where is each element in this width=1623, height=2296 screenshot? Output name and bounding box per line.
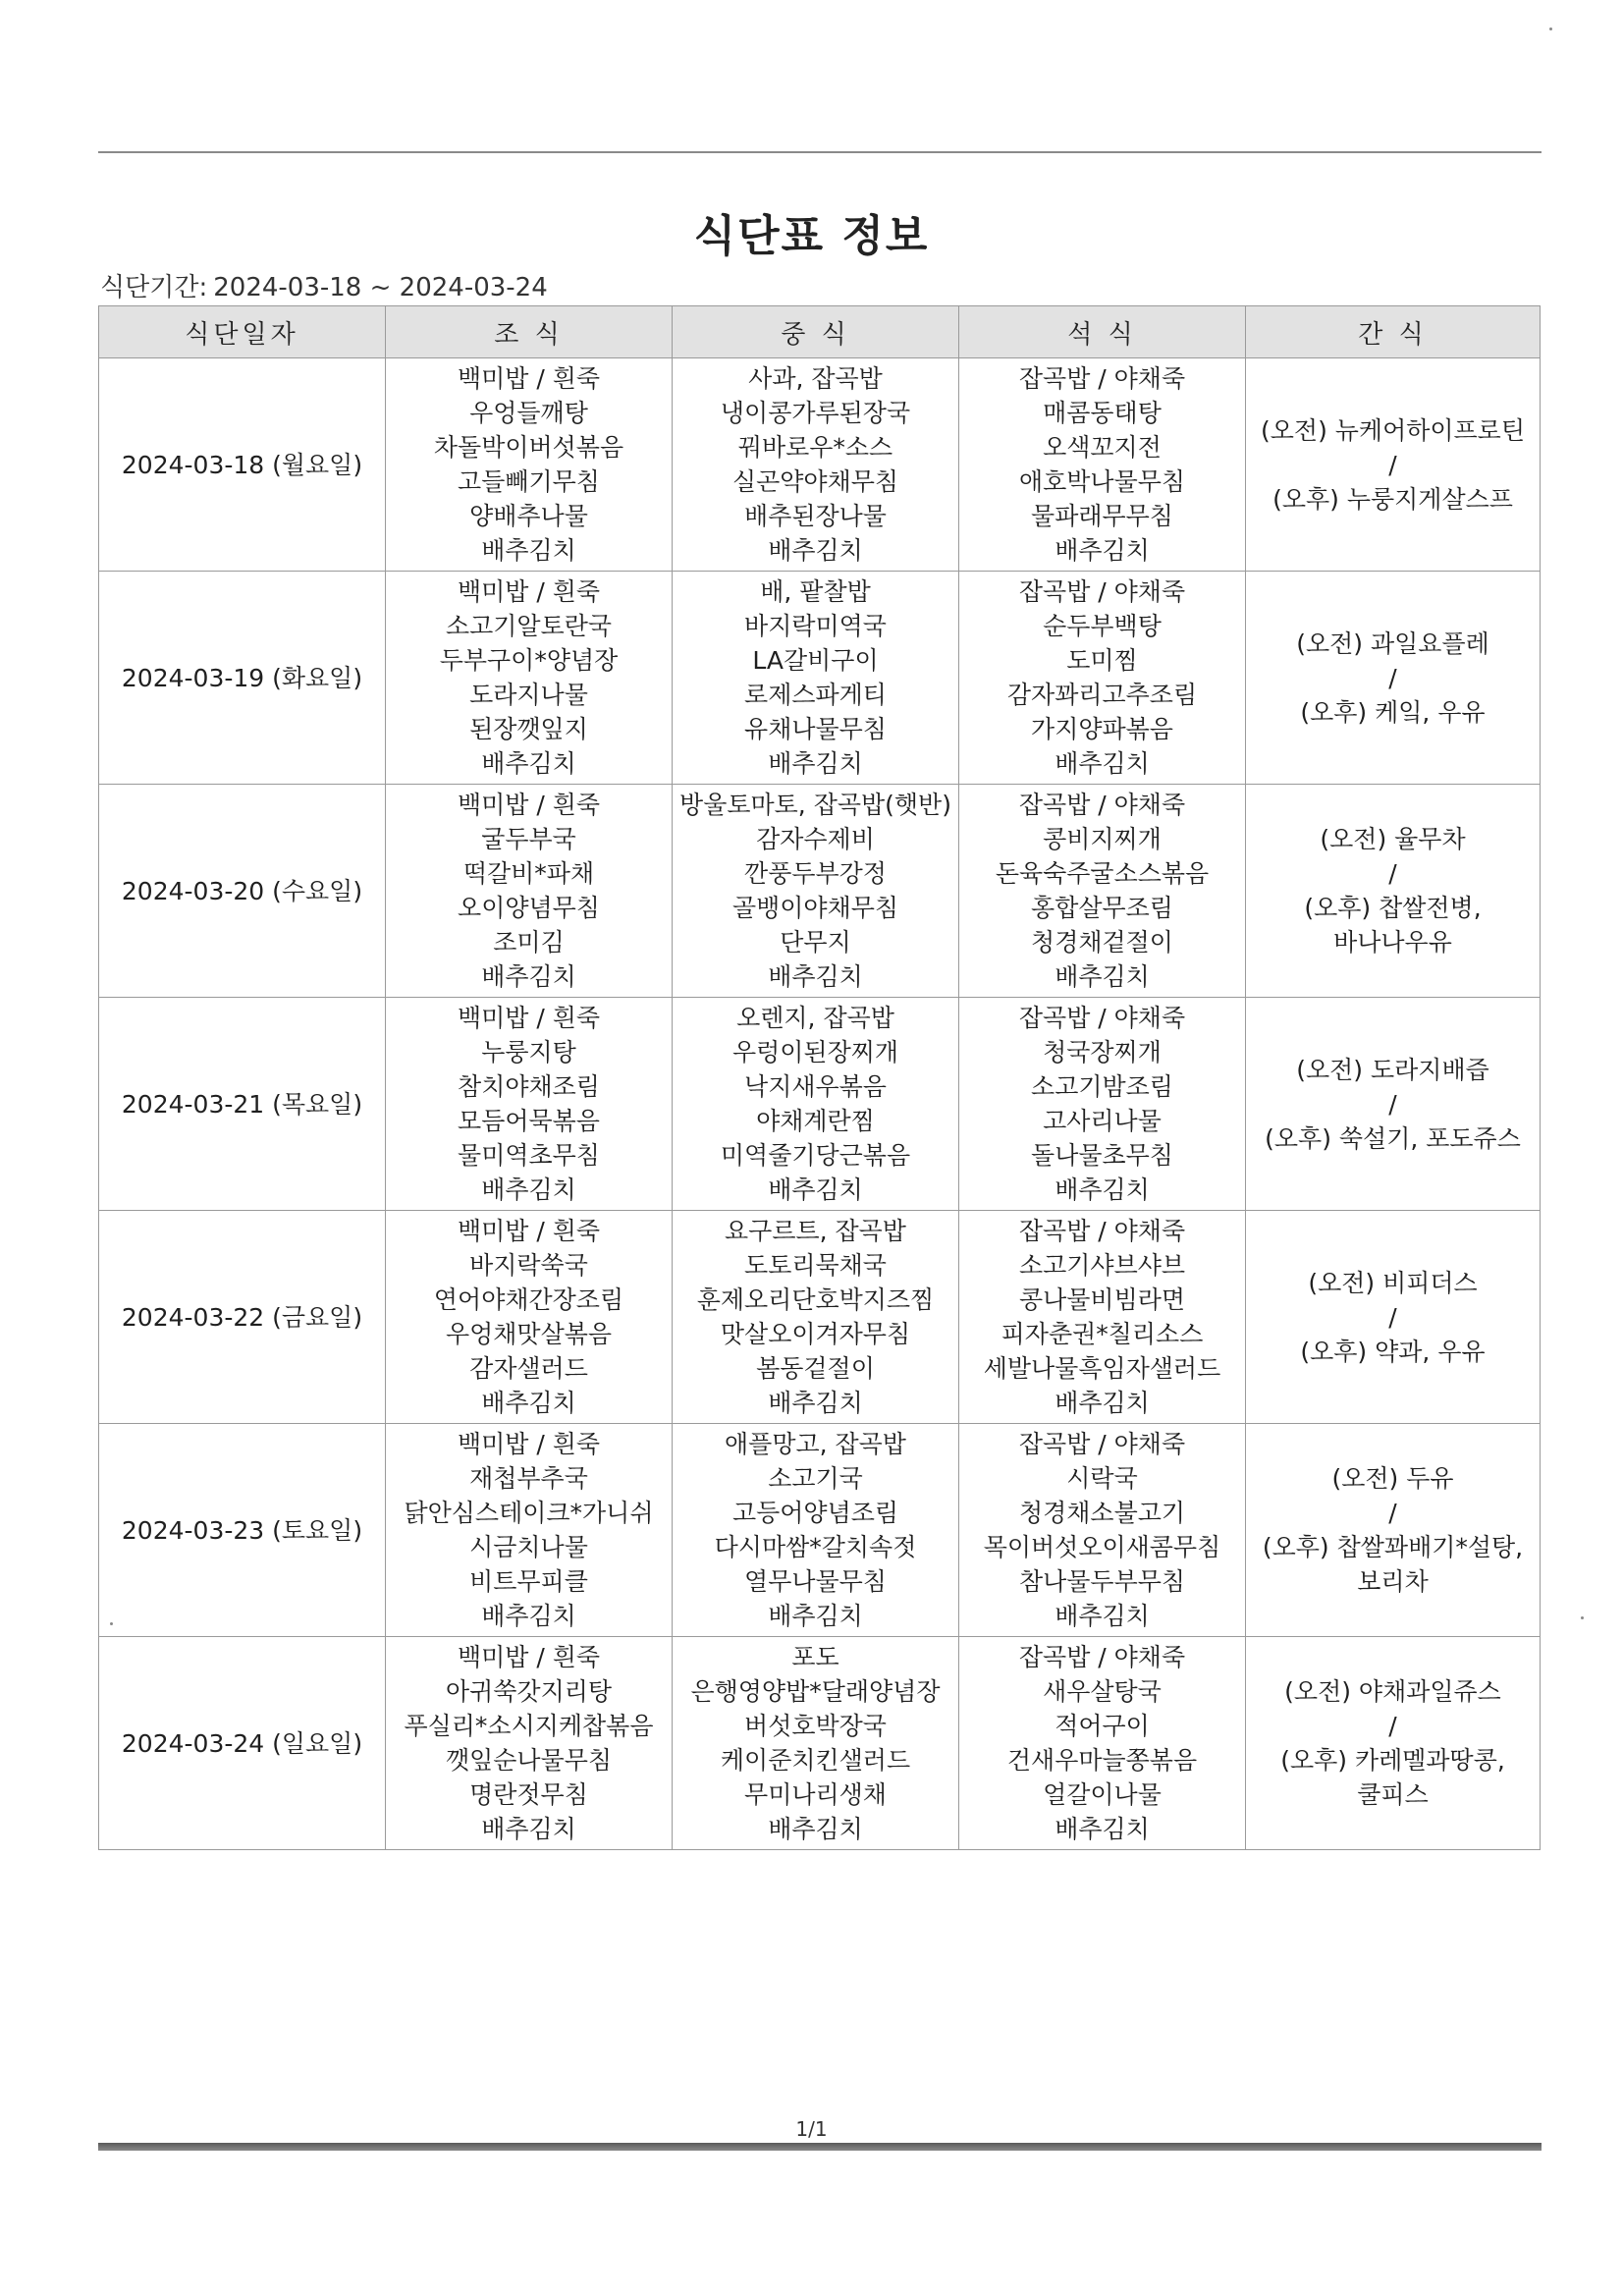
menu-item: 배추김치 xyxy=(481,1175,576,1204)
menu-item: 배추김치 xyxy=(481,749,576,778)
menu-item: 우엉들깨탕 xyxy=(469,399,588,427)
menu-item: 연어야채간장조림 xyxy=(433,1285,624,1314)
menu-item: 콩나물비빔라면 xyxy=(1018,1285,1186,1314)
lunch-cell xyxy=(673,1211,959,1424)
menu-item: 새우살탕국 xyxy=(1043,1677,1162,1706)
snack-item: / xyxy=(1388,1712,1397,1740)
snack-item: (오후) 누룽지게살스프 xyxy=(1272,484,1513,514)
menu-item: 배추김치 xyxy=(768,1602,863,1630)
menu-item: 케이준치킨샐러드 xyxy=(720,1746,911,1775)
menu-item: 피자춘권*칠리소스 xyxy=(1001,1320,1204,1348)
snack-item: (오전) 뉴케어하이프로틴 xyxy=(1261,415,1525,445)
menu-item: 요구르트, 잡곡밥 xyxy=(725,1217,906,1245)
lunch-cell xyxy=(673,572,959,785)
snack-item: / xyxy=(1388,1089,1397,1119)
menu-item: 얼갈이나물 xyxy=(1043,1780,1162,1809)
menu-item: 백미밥 / 흰죽 xyxy=(457,791,601,819)
breakfast-cell xyxy=(386,785,673,998)
menu-item: 로제스파게티 xyxy=(744,681,887,709)
menu-item: 참치야채조림 xyxy=(458,1072,600,1101)
menu-item: 양배추나물 xyxy=(469,502,588,530)
menu-item: 재첩부추국 xyxy=(469,1464,588,1493)
date-cell: 2024-03-19 (화요일) xyxy=(99,572,386,785)
table-row xyxy=(99,1211,1541,1424)
menu-item: 배추김치 xyxy=(768,1815,863,1843)
menu-item: 차돌박이버섯볶음 xyxy=(433,433,624,462)
menu-item: 백미밥 / 흰죽 xyxy=(457,1004,601,1032)
menu-item: 유채나물무침 xyxy=(744,715,887,743)
meal-table xyxy=(98,305,1541,1850)
menu-item: 푸실리*소시지케찹볶음 xyxy=(404,1712,654,1740)
snack-item: (오전) 야채과일쥬스 xyxy=(1284,1677,1501,1706)
breakfast-cell xyxy=(386,358,673,572)
menu-item: 돈육숙주굴소스볶음 xyxy=(995,859,1210,888)
snack-item: (오후) 찹쌀꽈배기*설탕, xyxy=(1262,1533,1524,1561)
menu-item: 콩비지찌개 xyxy=(1043,825,1162,853)
snack-cell xyxy=(1246,1424,1541,1637)
menu-item: 골뱅이야채무침 xyxy=(731,894,899,922)
table-row xyxy=(99,358,1541,572)
menu-item: 건새우마늘쫑볶음 xyxy=(1006,1746,1198,1775)
meal-period xyxy=(100,267,554,303)
menu-item: 소고기알토란국 xyxy=(445,612,613,640)
date-cell: 2024-03-23 (토요일) xyxy=(99,1424,386,1637)
table-row xyxy=(99,1424,1541,1637)
menu-item: 잡곡밥 / 야채죽 xyxy=(1018,1217,1186,1245)
menu-item: 모듬어묵볶음 xyxy=(458,1107,600,1135)
snack-item: (오후) 카레멜과땅콩, xyxy=(1280,1746,1505,1775)
menu-item: 냉이콩가루된장국 xyxy=(720,399,911,427)
menu-item: 참나물두부무침 xyxy=(1018,1567,1186,1596)
table-row xyxy=(99,1637,1541,1850)
scan-speck xyxy=(1549,27,1552,30)
menu-item: 깐풍두부강정 xyxy=(744,859,887,888)
snack-item: 쿨피스 xyxy=(1357,1780,1429,1809)
menu-item: 누룽지탕 xyxy=(481,1038,576,1066)
dinner-cell xyxy=(959,358,1246,572)
dinner-cell xyxy=(959,1637,1246,1850)
dinner-cell xyxy=(959,998,1246,1211)
menu-item: 백미밥 / 흰죽 xyxy=(457,1430,601,1458)
menu-item: 두부구이*양념장 xyxy=(439,646,619,675)
page-title: 식단표 정보 xyxy=(693,211,930,261)
snack-item: (오후) 케잌, 우유 xyxy=(1300,697,1486,727)
menu-item: 잡곡밥 / 야채죽 xyxy=(1018,791,1186,819)
scan-speck xyxy=(110,1622,113,1625)
menu-item: 배추김치 xyxy=(1055,962,1150,991)
bottom-divider xyxy=(98,2143,1542,2151)
menu-item: 백미밥 / 흰죽 xyxy=(457,1643,601,1671)
menu-item: 시금치나물 xyxy=(469,1533,588,1561)
header-breakfast: 조 식 xyxy=(386,306,673,358)
table-row xyxy=(99,998,1541,1211)
menu-item: 비트무피클 xyxy=(469,1567,588,1596)
menu-item: 시락국 xyxy=(1066,1464,1138,1493)
header-snack: 간 식 xyxy=(1246,306,1541,358)
dinner-cell xyxy=(959,572,1246,785)
date-cell: 2024-03-21 (목요일) xyxy=(99,998,386,1211)
table-header-row xyxy=(99,306,1541,358)
menu-item: 소고기국 xyxy=(768,1464,863,1493)
snack-cell xyxy=(1246,1211,1541,1424)
date-cell: 2024-03-20 (수요일) xyxy=(99,785,386,998)
breakfast-cell xyxy=(386,1637,673,1850)
meal-period-label: 식단기간: xyxy=(100,273,208,302)
menu-item: 우렁이된장찌개 xyxy=(731,1038,899,1066)
menu-item: 배추김치 xyxy=(481,536,576,565)
menu-item: 떡갈비*파채 xyxy=(462,859,595,888)
header-lunch: 중 식 xyxy=(673,306,959,358)
breakfast-cell xyxy=(386,1424,673,1637)
snack-item: 보리차 xyxy=(1357,1567,1429,1596)
menu-item: 홍합살무조림 xyxy=(1031,894,1173,922)
scan-speck xyxy=(1581,1616,1584,1619)
menu-item: 돌나물초무침 xyxy=(1031,1141,1173,1170)
menu-item: 명란젓무침 xyxy=(469,1780,588,1809)
table-row xyxy=(99,572,1541,785)
menu-item: 청경채겉절이 xyxy=(1031,928,1173,957)
menu-item: 배추된장나물 xyxy=(744,502,887,530)
menu-item: 고사리나물 xyxy=(1043,1107,1162,1135)
menu-item: 청국장찌개 xyxy=(1043,1038,1162,1066)
meal-period-value: 2024-03-18 ~ 2024-03-24 xyxy=(213,273,548,302)
menu-item: 배추김치 xyxy=(1055,1815,1150,1843)
lunch-cell xyxy=(673,1637,959,1850)
menu-item: 고등어양념조림 xyxy=(731,1499,899,1527)
date-cell: 2024-03-24 (일요일) xyxy=(99,1637,386,1850)
menu-item: 적어구이 xyxy=(1055,1712,1150,1740)
menu-item: 백미밥 / 흰죽 xyxy=(457,364,601,393)
menu-item: 방울토마토, 잡곡밥(햇반) xyxy=(679,791,951,819)
menu-item: 배추김치 xyxy=(1055,1602,1150,1630)
snack-item: (오전) 율무차 xyxy=(1320,825,1466,853)
menu-item: 다시마쌈*갈치속젓 xyxy=(714,1533,917,1561)
menu-item: 가지양파볶음 xyxy=(1031,715,1173,743)
breakfast-cell xyxy=(386,998,673,1211)
date-cell: 2024-03-22 (금요일) xyxy=(99,1211,386,1424)
menu-item: 깻잎순나물무침 xyxy=(445,1746,613,1775)
table-row xyxy=(99,785,1541,998)
lunch-cell xyxy=(673,358,959,572)
top-divider xyxy=(98,151,1542,153)
snack-item: / xyxy=(1388,859,1397,888)
dinner-cell xyxy=(959,785,1246,998)
menu-item: 훈제오리단호박지즈찜 xyxy=(696,1285,935,1314)
lunch-cell xyxy=(673,785,959,998)
menu-item: 맛살오이겨자무침 xyxy=(720,1320,911,1348)
snack-item: (오후) 쑥설기, 포도쥬스 xyxy=(1265,1123,1521,1153)
menu-item: 배추김치 xyxy=(1055,1175,1150,1204)
snack-item: (오전) 도라지배즙 xyxy=(1296,1055,1489,1084)
menu-item: 배추김치 xyxy=(481,1389,576,1417)
menu-item: 물미역초무침 xyxy=(458,1141,600,1170)
menu-item: 미역줄기당근볶음 xyxy=(720,1141,911,1170)
breakfast-cell xyxy=(386,1211,673,1424)
menu-item: 목이버섯오이새콤무침 xyxy=(983,1533,1221,1561)
menu-item: 바지락쑥국 xyxy=(469,1251,588,1280)
menu-item: 매콤동태탕 xyxy=(1043,399,1162,427)
menu-item: 감자수제비 xyxy=(756,825,875,853)
menu-item: 배추김치 xyxy=(768,536,863,565)
menu-item: 열무나물무침 xyxy=(744,1567,887,1596)
menu-item: 오이양념무침 xyxy=(458,894,600,922)
dinner-cell xyxy=(959,1424,1246,1637)
menu-item: 꿔바로우*소스 xyxy=(737,433,893,462)
menu-item: 조미김 xyxy=(493,928,565,957)
page-number: 1/1 xyxy=(795,2117,828,2141)
menu-item: 세발나물흑임자샐러드 xyxy=(983,1354,1221,1383)
menu-item: 잡곡밥 / 야채죽 xyxy=(1018,364,1186,393)
snack-item: / xyxy=(1388,663,1397,692)
menu-item: 배추김치 xyxy=(768,749,863,778)
menu-item: 백미밥 / 흰죽 xyxy=(457,1217,601,1245)
menu-item: 오색꼬지전 xyxy=(1043,433,1162,462)
menu-item: 잡곡밥 / 야채죽 xyxy=(1018,1430,1186,1458)
menu-item: 배추김치 xyxy=(481,1815,576,1843)
menu-item: 아귀쑥갓지리탕 xyxy=(445,1677,613,1706)
menu-item: 배추김치 xyxy=(768,1175,863,1204)
menu-item: 야채계란찜 xyxy=(756,1107,875,1135)
menu-item: 우엉채맛살볶음 xyxy=(445,1320,613,1348)
menu-item: 소고기밤조림 xyxy=(1031,1072,1173,1101)
snack-item: / xyxy=(1388,1499,1397,1527)
menu-item: 배추김치 xyxy=(1055,749,1150,778)
snack-item: (오후) 찹쌀전병, xyxy=(1304,894,1482,922)
menu-item: 된장깻잎지 xyxy=(469,715,588,743)
menu-item: 잡곡밥 / 야채죽 xyxy=(1018,1004,1186,1032)
date-cell: 2024-03-18 (월요일) xyxy=(99,358,386,572)
lunch-cell xyxy=(673,998,959,1211)
dinner-cell xyxy=(959,1211,1246,1424)
menu-item: 배추김치 xyxy=(1055,1389,1150,1417)
menu-item: 물파래무무침 xyxy=(1031,502,1173,530)
menu-item: LA갈비구이 xyxy=(752,646,879,675)
menu-item: 바지락미역국 xyxy=(744,612,887,640)
snack-item: (오후) 약과, 우유 xyxy=(1300,1337,1486,1366)
snack-cell xyxy=(1246,358,1541,572)
menu-item: 잡곡밥 / 야채죽 xyxy=(1018,577,1186,606)
menu-item: 은행영양밥*달래양념장 xyxy=(690,1677,941,1706)
menu-item: 배추김치 xyxy=(481,1602,576,1630)
menu-item: 소고기샤브샤브 xyxy=(1018,1251,1186,1280)
snack-item: (오전) 두유 xyxy=(1331,1464,1454,1493)
menu-item: 배추김치 xyxy=(768,962,863,991)
menu-item: 사과, 잡곡밥 xyxy=(748,364,883,393)
menu-item: 버섯호박장국 xyxy=(744,1712,887,1740)
menu-item: 고들빼기무침 xyxy=(458,467,600,496)
snack-cell xyxy=(1246,785,1541,998)
menu-item: 포도 xyxy=(791,1643,839,1671)
menu-item: 오렌지, 잡곡밥 xyxy=(736,1004,894,1032)
menu-item: 단무지 xyxy=(780,928,851,957)
menu-item: 배추김치 xyxy=(768,1389,863,1417)
menu-item: 순두부백탕 xyxy=(1043,612,1162,640)
menu-item: 낙지새우볶음 xyxy=(744,1072,887,1101)
menu-item: 굴두부국 xyxy=(481,825,576,853)
snack-item: / xyxy=(1388,1302,1397,1332)
menu-item: 애플망고, 잡곡밥 xyxy=(725,1430,906,1458)
menu-item: 감자꽈리고추조림 xyxy=(1006,681,1198,709)
breakfast-cell xyxy=(386,572,673,785)
menu-item: 봄동겉절이 xyxy=(756,1354,875,1383)
menu-item: 실곤약야채무침 xyxy=(731,467,899,496)
menu-item: 도라지나물 xyxy=(469,681,588,709)
menu-item: 청경채소불고기 xyxy=(1018,1499,1186,1527)
menu-item: 도토리묵채국 xyxy=(744,1251,887,1280)
snack-item: (오전) 비피더스 xyxy=(1308,1268,1478,1297)
menu-item: 배추김치 xyxy=(1055,536,1150,565)
snack-item: (오전) 과일요플레 xyxy=(1296,629,1489,658)
menu-item: 무미나리생채 xyxy=(744,1780,887,1809)
menu-item: 애호박나물무침 xyxy=(1018,467,1186,496)
snack-item: / xyxy=(1388,450,1397,479)
header-dinner: 석 식 xyxy=(959,306,1246,358)
menu-item: 감자샐러드 xyxy=(469,1354,588,1383)
menu-item: 잡곡밥 / 야채죽 xyxy=(1018,1643,1186,1671)
menu-item: 배추김치 xyxy=(481,962,576,991)
lunch-cell xyxy=(673,1424,959,1637)
snack-cell xyxy=(1246,572,1541,785)
snack-cell xyxy=(1246,998,1541,1211)
header-date: 식단일자 xyxy=(99,306,386,358)
menu-item: 백미밥 / 흰죽 xyxy=(457,577,601,606)
menu-item: 도미찜 xyxy=(1066,646,1138,675)
snack-item: 바나나우유 xyxy=(1333,928,1452,957)
menu-item: 닭안심스테이크*가니쉬 xyxy=(404,1499,654,1527)
menu-item: 배, 팥찰밥 xyxy=(760,577,871,606)
snack-cell xyxy=(1246,1637,1541,1850)
